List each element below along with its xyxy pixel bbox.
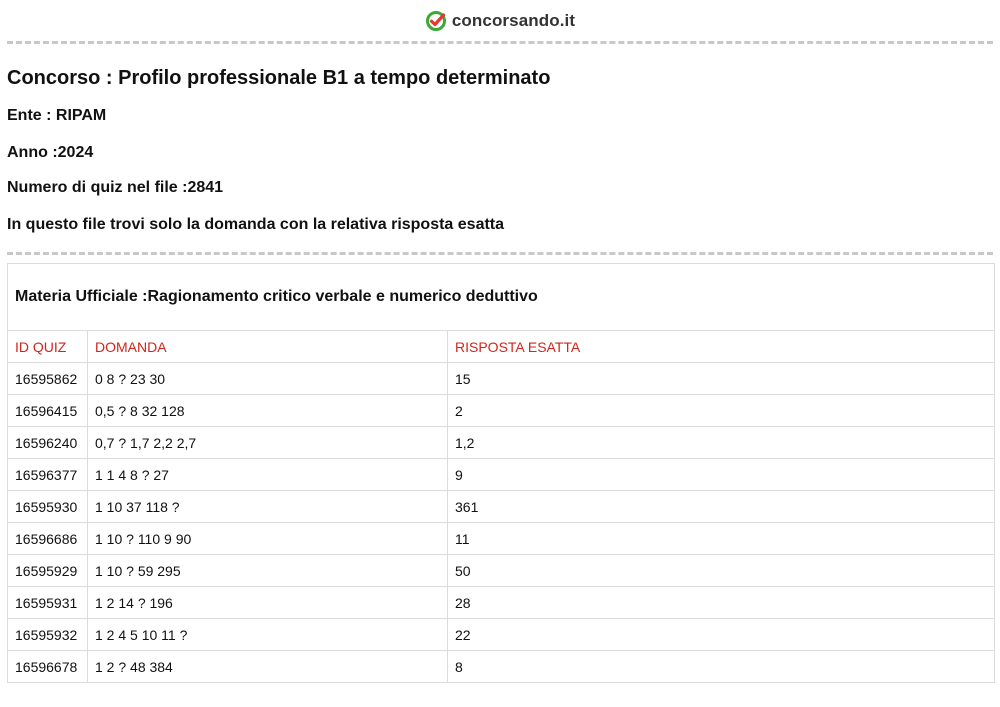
question-cell: 1 2 ? 48 384 [88, 651, 448, 683]
checkmark-logo-icon [425, 10, 447, 32]
table-row [8, 363, 995, 395]
contest-info [0, 66, 1000, 235]
quiz-id-cell: 16595929 [8, 555, 88, 587]
anno-line: Anno :2024 [7, 144, 94, 161]
column-header-domanda: DOMANDA [88, 331, 448, 363]
question-cell: 1 10 37 118 ? [88, 491, 448, 523]
file-note-line: In questo file trovi solo la domanda con la relativa risposta esatta [7, 216, 505, 233]
column-header-id: ID QUIZ [8, 331, 88, 363]
answer-cell: 8 [448, 651, 995, 683]
table-row [8, 459, 995, 491]
answer-cell: 50 [448, 555, 995, 587]
quiz-id-cell: 16595931 [8, 587, 88, 619]
table-row [8, 427, 995, 459]
dashed-divider [7, 41, 993, 44]
answer-cell: 28 [448, 587, 995, 619]
quiz-id-cell: 16595932 [8, 619, 88, 651]
answer-cell: 361 [448, 491, 995, 523]
table-row [8, 395, 995, 427]
table-row [8, 619, 995, 651]
contest-title: Concorso : Profilo professionale B1 a tempo determinato [7, 67, 551, 89]
quiz-id-cell: 16596686 [8, 523, 88, 555]
page-header [0, 0, 1000, 41]
answer-cell: 11 [448, 523, 995, 555]
table-row [8, 523, 995, 555]
question-cell: 0 8 ? 23 30 [88, 363, 448, 395]
question-cell: 1 2 4 5 10 11 ? [88, 619, 448, 651]
quiz-id-cell: 16596415 [8, 395, 88, 427]
question-cell: 1 10 ? 110 9 90 [88, 523, 448, 555]
column-header-risposta: RISPOSTA ESATTA [448, 331, 995, 363]
dashed-divider [7, 252, 993, 255]
table-row [8, 651, 995, 683]
table-row [8, 555, 995, 587]
question-cell: 1 10 ? 59 295 [88, 555, 448, 587]
quiz-id-cell: 16595862 [8, 363, 88, 395]
question-cell: 0,7 ? 1,7 2,2 2,7 [88, 427, 448, 459]
answer-cell: 1,2 [448, 427, 995, 459]
question-cell: 1 2 14 ? 196 [88, 587, 448, 619]
subject-title: Materia Ufficiale :Ragionamento critico verbale e numerico deduttivo [8, 264, 995, 331]
answer-cell: 9 [448, 459, 995, 491]
column-header-row [8, 331, 995, 363]
answer-cell: 2 [448, 395, 995, 427]
quiz-count-line: Numero di quiz nel file :2841 [7, 179, 224, 196]
logo-text: concorsando.it [451, 11, 576, 30]
answer-cell: 15 [448, 363, 995, 395]
quiz-table-container [7, 263, 993, 683]
question-cell: 0,5 ? 8 32 128 [88, 395, 448, 427]
table-row [8, 491, 995, 523]
subject-row [8, 264, 995, 331]
quiz-id-cell: 16596240 [8, 427, 88, 459]
quiz-id-cell: 16596377 [8, 459, 88, 491]
answer-cell: 22 [448, 619, 995, 651]
ente-line: Ente : RIPAM [7, 107, 107, 124]
quiz-id-cell: 16595930 [8, 491, 88, 523]
quiz-id-cell: 16596678 [8, 651, 88, 683]
question-cell: 1 1 4 8 ? 27 [88, 459, 448, 491]
table-row [8, 587, 995, 619]
site-logo[interactable] [425, 10, 575, 32]
quiz-table [7, 263, 995, 683]
